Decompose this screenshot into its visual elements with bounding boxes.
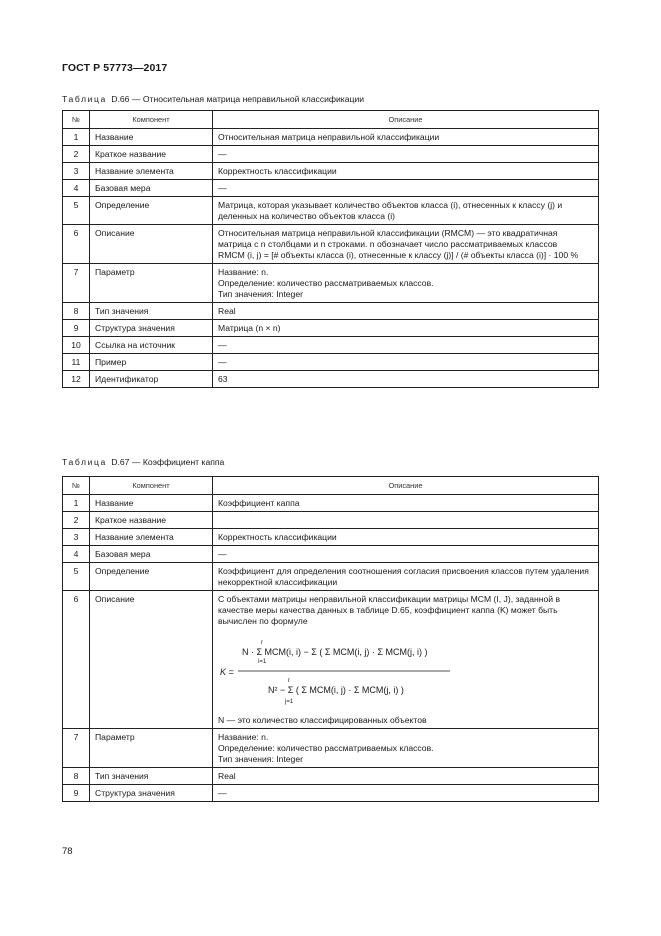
row-num: 1 [63,495,90,512]
row-component: Определение [90,197,213,225]
row-num: 2 [63,146,90,163]
caption-word: Таблица [62,457,107,467]
description-after: N — это количество классифицированных объектов [218,715,427,725]
row-description: Относительная матрица неправильной классификации [213,129,599,146]
table-row [63,563,599,591]
row-num: 7 [63,264,90,303]
table-row [63,320,599,337]
row-component: Параметр [90,729,213,768]
formula-sub: i=1 [258,659,267,665]
row-description [213,729,599,768]
row-num: 9 [63,320,90,337]
row-component: Базовая мера [90,180,213,197]
row-component: Структура значения [90,785,213,802]
row-description: Корректность классификации [213,163,599,180]
row-num: 2 [63,512,90,529]
row-num: 10 [63,337,90,354]
table-row [63,591,599,729]
row-component: Название элемента [90,163,213,180]
row-component: Определение [90,563,213,591]
formula-denominator: N² − Σ ( Σ MCM(i, j) · Σ MCM(j, i) ) [268,685,404,695]
row-component: Описание [90,591,213,729]
table-row [63,225,599,264]
header-component: Компонент [90,477,213,495]
table-header-row [63,477,599,495]
table-row [63,129,599,146]
row-description [213,591,599,729]
table-row [63,768,599,785]
table-row [63,146,599,163]
row-num: 4 [63,180,90,197]
kappa-formula [218,631,588,711]
table-row [63,303,599,320]
row-description: — [213,546,599,563]
row-description [213,512,599,529]
formula-sup: r [288,678,290,684]
param-name: Название: n. [218,732,269,742]
formula-lhs: K = [220,667,234,677]
table-row [63,371,599,388]
row-description: Real [213,303,599,320]
caption-title: — Коэффициент каппа [131,457,225,467]
row-component: Идентификатор [90,371,213,388]
row-component: Параметр [90,264,213,303]
param-name: Название: n. [218,267,269,277]
formula-sub: j=1 [285,699,294,705]
table-row [63,180,599,197]
row-description: Матрица, которая указывает количество объектов класса (i), отнесенных к классу (j) и деленных на количество объектов класса (i) [213,197,599,225]
table-row [63,529,599,546]
row-component: Краткое название [90,512,213,529]
table-d66 [62,110,599,388]
caption-word: Таблица [62,94,107,104]
table-d67 [62,476,599,802]
caption-title: — Относительная матрица неправильной классификации [131,94,365,104]
param-definition: Определение: количество рассматриваемых классов. [218,278,434,288]
row-component: Название [90,495,213,512]
row-num: 4 [63,546,90,563]
table-header-row [63,111,599,129]
caption-id: D.67 [111,457,130,467]
row-component: Название [90,129,213,146]
table-row [63,512,599,529]
description-text: Относительная матрица неправильной классификации (RMCM) — это квадратичная матрица с n столбцами и n строками. n обозначает число рассматриваемых классов [218,228,558,249]
row-description: 63 [213,371,599,388]
formula-numerator: N · Σ MCM(i, i) − Σ ( Σ MCM(i, j) · Σ MCM(j, i) ) [242,647,428,657]
table-row [63,785,599,802]
row-component: Тип значения [90,303,213,320]
caption-id: D.66 [111,94,130,104]
row-num: 5 [63,563,90,591]
table-row [63,264,599,303]
row-description: Real [213,768,599,785]
rmcm-formula: RMCM (i, j) = [# объекты класса (i), отнесенные к классу (j)] / (# объекты класса (i)] · 100 % [218,250,579,260]
param-definition: Определение: количество рассматриваемых классов. [218,743,434,753]
row-component: Базовая мера [90,546,213,563]
row-num: 1 [63,129,90,146]
page-number: 78 [62,846,73,857]
row-component: Пример [90,354,213,371]
row-component: Тип значения [90,768,213,785]
table-caption [62,457,224,467]
row-component: Краткое название [90,146,213,163]
row-description [213,225,599,264]
row-num: 8 [63,768,90,785]
table-row [63,163,599,180]
header-num: № [63,477,90,495]
row-num: 7 [63,729,90,768]
table-row [63,729,599,768]
row-num: 3 [63,163,90,180]
row-num: 11 [63,354,90,371]
row-description: Матрица (n × n) [213,320,599,337]
param-type: Тип значения: Integer [218,754,303,764]
row-component: Название элемента [90,529,213,546]
formula-sup: r [261,640,263,646]
row-description: — [213,785,599,802]
row-description: — [213,337,599,354]
description-text: С объектами матрицы неправильной классификации матрицы MCM (I, J), заданной в качестве меры качества данных в таблице D.65, коэффициент каппа (K) может быть вычислен по формуле [218,594,561,626]
document-header: ГОСТ Р 57773—2017 [62,62,168,74]
table-row [63,546,599,563]
row-num: 12 [63,371,90,388]
row-num: 6 [63,225,90,264]
row-num: 3 [63,529,90,546]
param-type: Тип значения: Integer [218,289,303,299]
header-description: Описание [213,477,599,495]
row-description: Коэффициент каппа [213,495,599,512]
row-description: — [213,146,599,163]
table-row [63,495,599,512]
row-description: Коэффициент для определения соотношения согласия присвоения классов путем удаления некорректной классификации [213,563,599,591]
row-component: Ссылка на источник [90,337,213,354]
row-description: — [213,180,599,197]
table-row [63,197,599,225]
table-caption [62,94,364,104]
header-num: № [63,111,90,129]
row-num: 6 [63,591,90,729]
row-component: Структура значения [90,320,213,337]
row-num: 8 [63,303,90,320]
header-description: Описание [213,111,599,129]
table-row [63,337,599,354]
row-description [213,264,599,303]
row-num: 9 [63,785,90,802]
row-description: Корректность классификации [213,529,599,546]
row-num: 5 [63,197,90,225]
row-description: — [213,354,599,371]
row-component: Описание [90,225,213,264]
table-row [63,354,599,371]
header-component: Компонент [90,111,213,129]
